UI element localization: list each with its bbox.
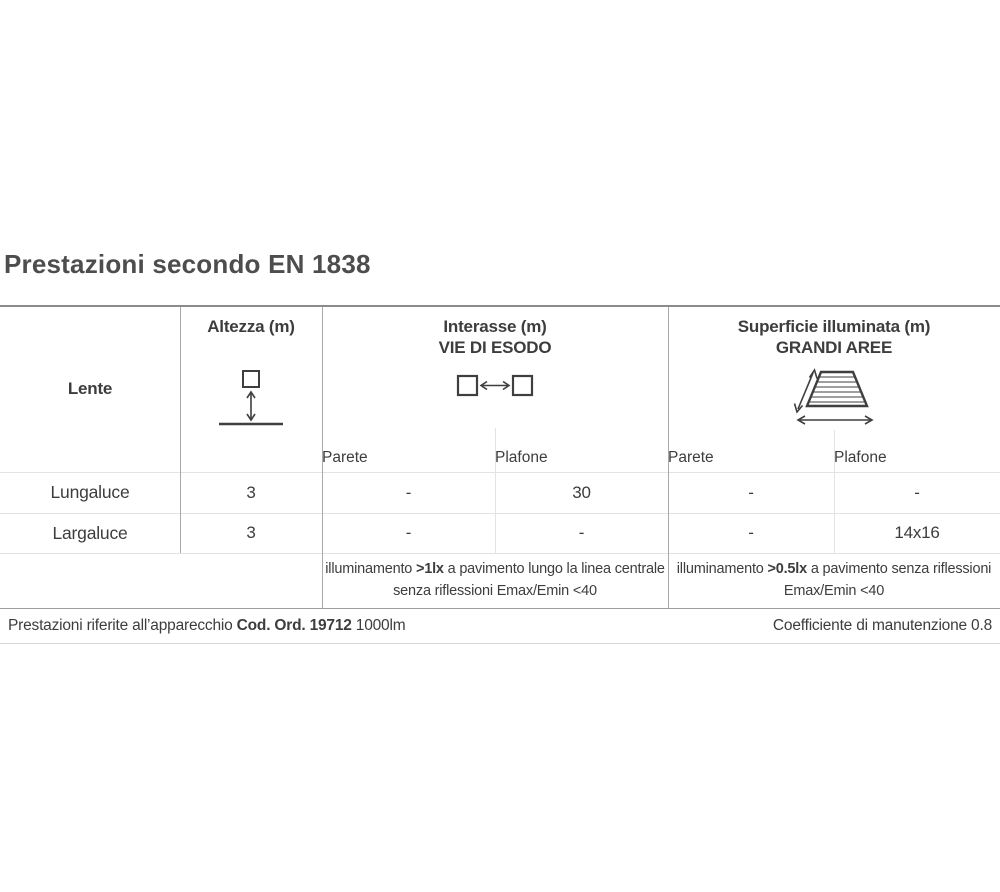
footer-reference [8,608,405,643]
header-lente [0,305,180,472]
header-superficie [668,316,1000,429]
cell-altezza: 3 [246,483,256,502]
header-superficie-sublabel: GRANDI AREE [775,338,893,358]
header-superficie-label: Superficie illuminata (m) [737,317,931,336]
cell-altezza: 3 [246,523,256,542]
mounting-height-icon [180,369,322,429]
cell-aree-parete: - [748,523,754,542]
header-altezza [180,316,322,429]
header-lente-label: Lente [67,378,113,398]
cell-esodo-parete: - [405,523,412,542]
subheader-esodo-parete: Parete [322,449,368,466]
cell-aree-parete: - [748,483,754,502]
footer-order-code: Cod. Ord. 19712 [236,617,352,634]
footer-reference-pre: Prestazioni riferite all’apparecchio [8,617,237,634]
note-grandi-aree [668,553,1000,608]
note-aree-threshold: >0.5lx [767,561,807,578]
header-interasse [322,316,668,399]
luminaire-spacing-icon [322,373,668,399]
note-aree-pre: illuminamento [676,561,768,578]
footer-reference-post: 1000lm [351,617,406,634]
illuminated-area-icon [668,367,1000,429]
note-esodo-post: a pavimento lungo la linea centrale senza riflessioni Emax/Emin <40 [393,561,665,599]
header-interasse-label: Interasse (m) [443,317,547,336]
cell-esodo-plafone: 30 [572,483,591,502]
cell-esodo-plafone: - [578,523,585,542]
row-label-largaluce: Largaluce [52,523,128,543]
note-esodo-threshold: >1lx [415,561,444,578]
footer-maintenance-coefficient: Coefficiente di manutenzione 0.8 [772,617,992,634]
cell-aree-plafone: 14x16 [894,523,940,542]
row-label-lungaluce: Lungaluce [50,482,130,502]
note-esodo-pre: illuminamento [325,561,416,578]
page-title: Prestazioni secondo EN 1838 [4,249,371,279]
header-altezza-label: Altezza (m) [207,317,295,336]
table-bottom-border [0,643,1000,644]
subheader-aree-plafone: Plafone [834,449,887,466]
note-vie-di-esodo [322,553,668,608]
note-aree-post: a pavimento senza riflessioni Emax/Emin <40 [783,561,992,599]
cell-esodo-parete: - [405,483,412,502]
header-interasse-sublabel: VIE DI ESODO [438,338,552,358]
subheader-esodo-plafone: Plafone [495,449,548,466]
subheader-aree-parete: Parete [668,449,714,466]
cell-aree-plafone: - [914,483,920,502]
